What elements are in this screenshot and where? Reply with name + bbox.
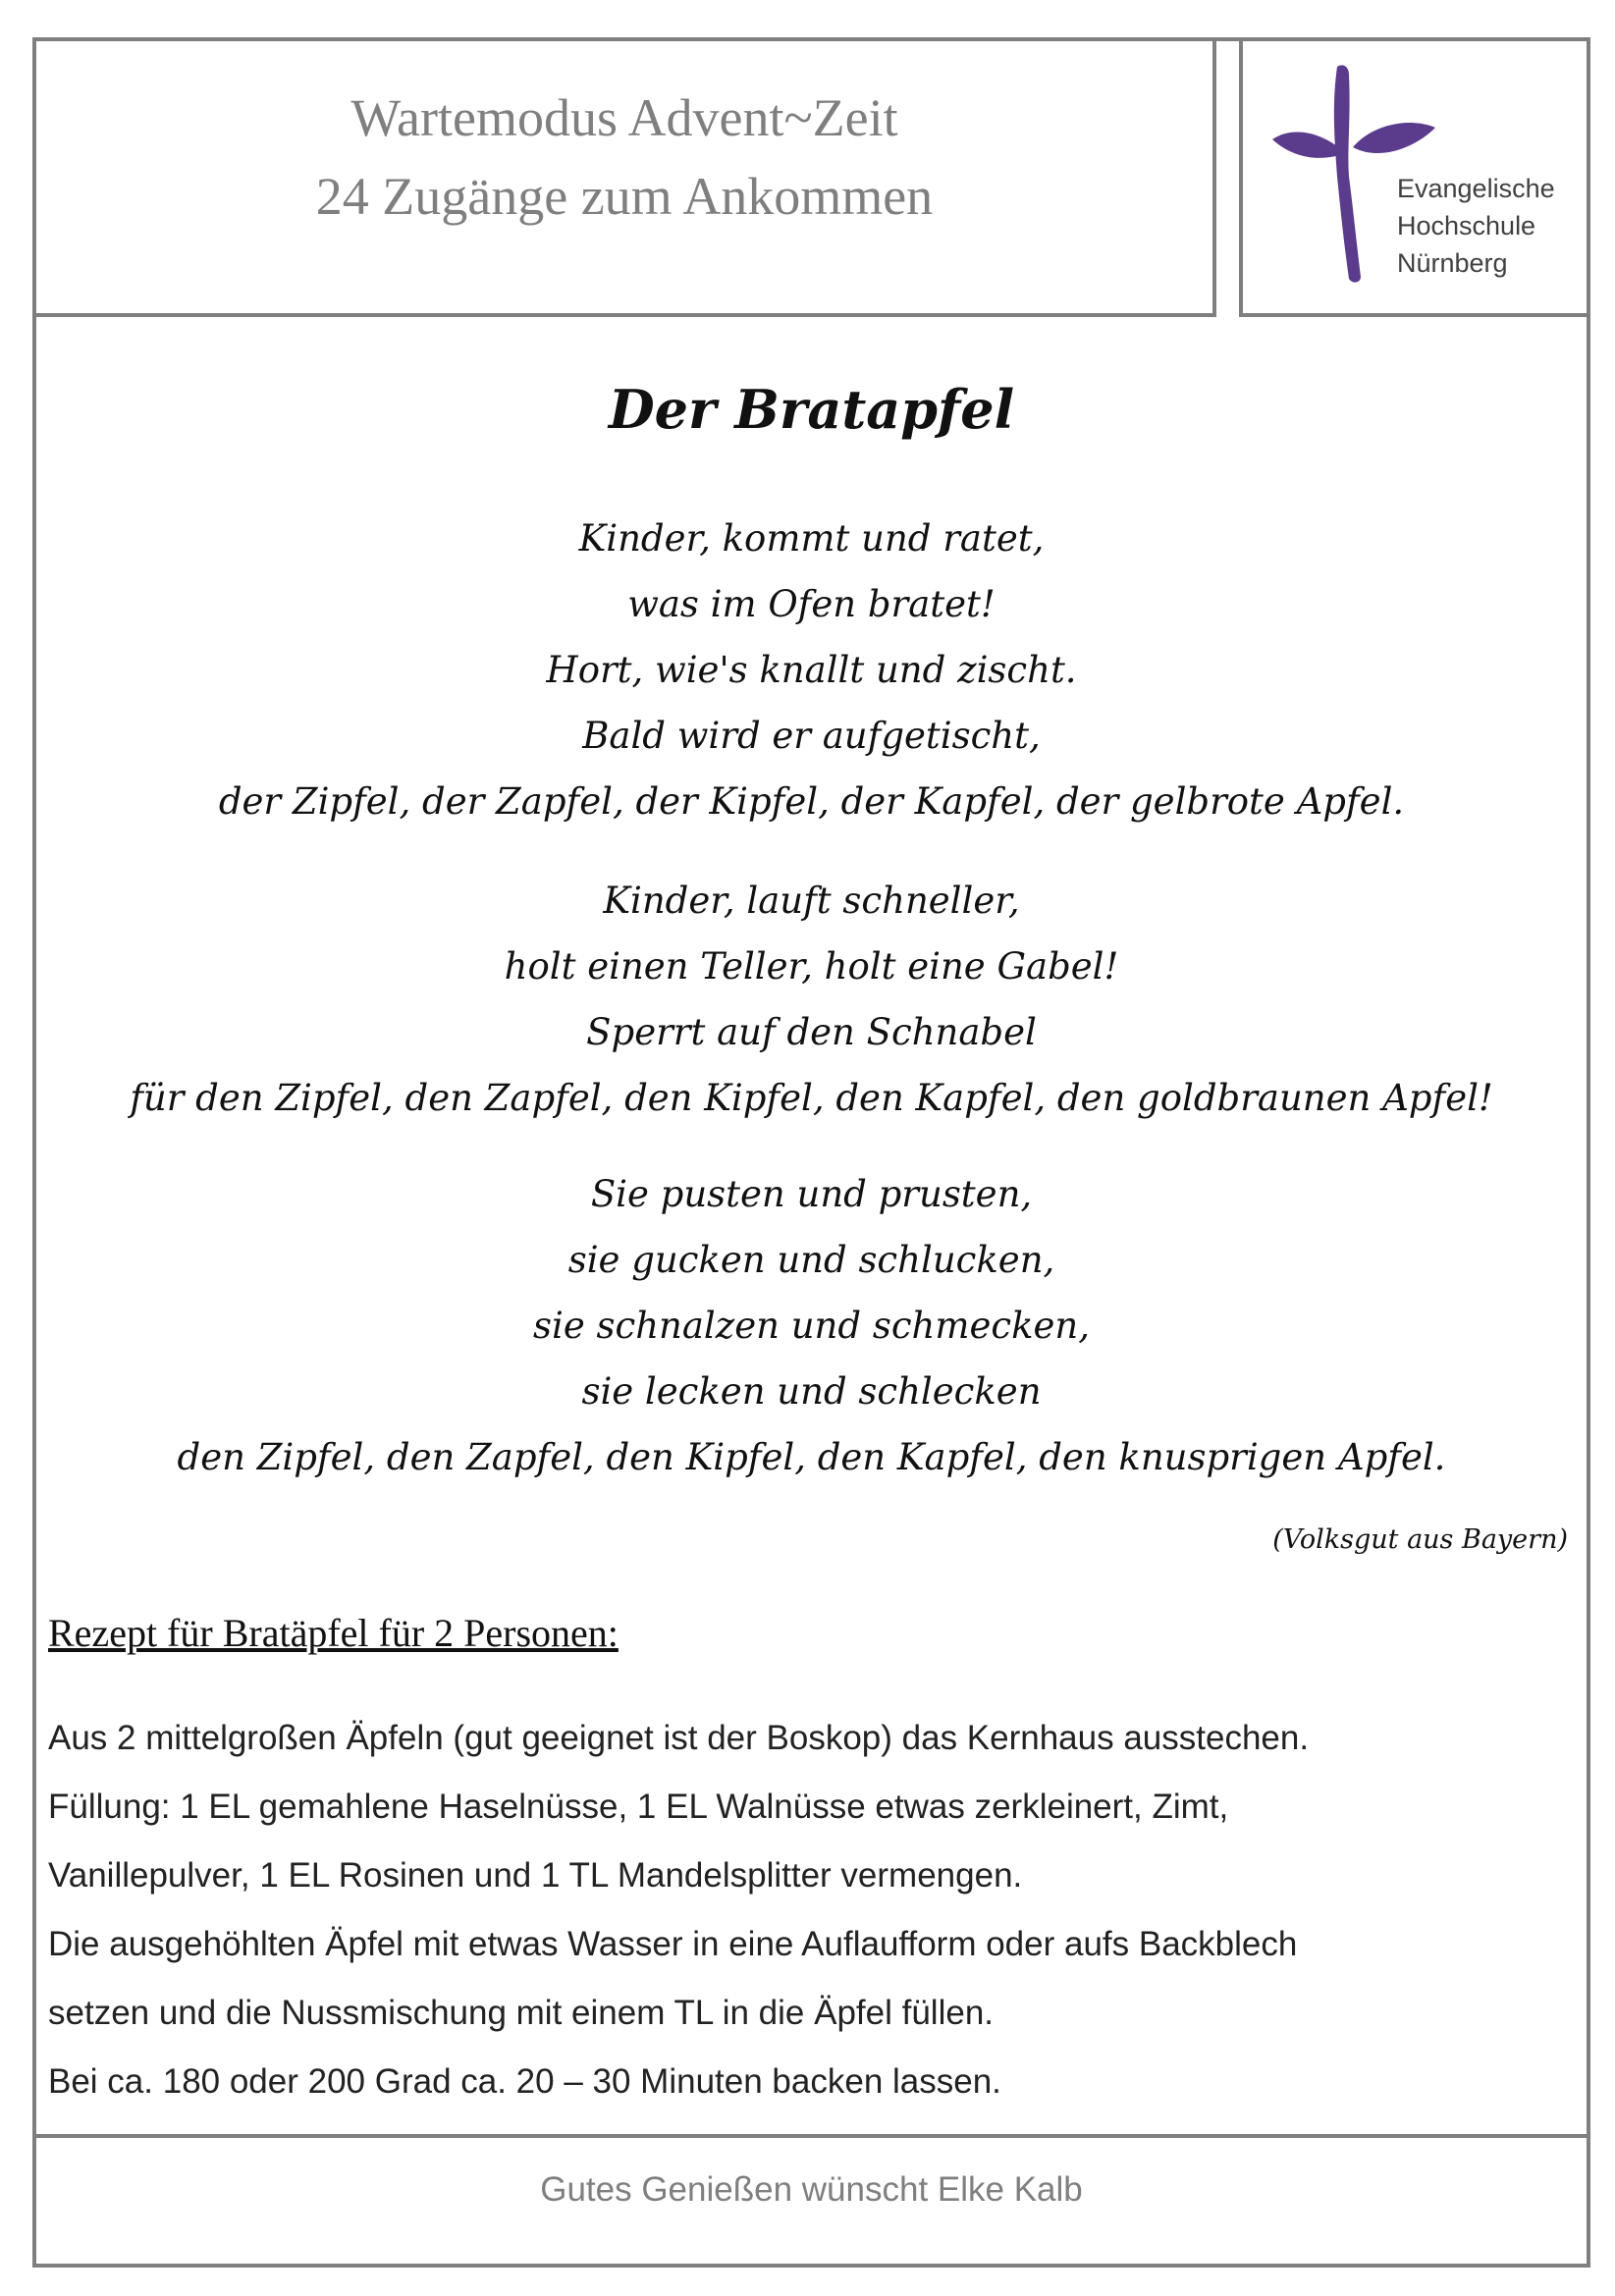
poem-line: was im Ofen bratet! xyxy=(627,583,996,625)
poem-line: Bald wird er aufgetischt, xyxy=(582,715,1041,757)
recipe-line: Die ausgehöhlten Äpfel mit etwas Wasser in eine Auflaufform oder aufs Backblech xyxy=(48,1925,1298,1963)
header-title xyxy=(36,79,1212,236)
recipe-line: Vanillepulver, 1 EL Rosinen und 1 TL Mandelsplitter vermengen. xyxy=(48,1856,1023,1895)
poem-stanza xyxy=(36,506,1587,834)
poem-line: der Zipfel, der Zapfel, der Kipfel, der Kapfel, der gelbrote Apfel. xyxy=(218,780,1405,823)
poem-line: für den Zipfel, den Zapfel, den Kipfel, den Kapfel, den goldbraunen Apfel! xyxy=(130,1077,1493,1119)
recipe-heading: Rezept für Bratäpfel für 2 Personen: xyxy=(48,1611,619,1655)
poem-line: sie gucken und schlucken, xyxy=(567,1239,1055,1281)
poem-line: Kinder, kommt und ratet, xyxy=(578,517,1045,560)
logo-text xyxy=(1397,170,1555,282)
header-title-line: Wartemodus Advent~Zeit xyxy=(350,88,898,147)
recipe-line: Aus 2 mittelgroßen Äpfeln (gut geeignet ist der Boskop) das Kernhaus ausstechen. xyxy=(48,1719,1310,1757)
poem-line: sie lecken und schlecken xyxy=(581,1370,1042,1413)
poem-line: Kinder, lauft schneller, xyxy=(603,880,1020,922)
logo-text-line: Evangelische xyxy=(1397,174,1555,203)
footer-divider xyxy=(32,2134,1590,2138)
header-subtitle-line: 24 Zugänge zum Ankommen xyxy=(315,167,934,226)
poem-line: Hort, wie's knallt und zischt. xyxy=(546,649,1077,691)
poem-attribution: (Volksgut aus Bayern) xyxy=(1272,1524,1568,1555)
poem-line: Sperrt auf den Schnabel xyxy=(586,1011,1037,1053)
poem-line: den Zipfel, den Zapfel, den Kipfel, den Kapfel, den knusprigen Apfel. xyxy=(177,1436,1446,1478)
recipe-line: setzen und die Nussmischung mit einem TL in die Äpfel füllen. xyxy=(48,1994,995,2032)
poem-stanza xyxy=(36,1161,1587,1490)
poem-line: holt einen Teller, holt eine Gabel! xyxy=(504,945,1119,988)
poem-title: Der Bratapfel xyxy=(608,378,1015,441)
recipe-body xyxy=(48,1704,1580,2116)
recipe-line: Füllung: 1 EL gemahlene Haselnüsse, 1 EL Walnüsse etwas zerkleinert, Zimt, xyxy=(48,1788,1229,1826)
logo-text-line: Hochschule xyxy=(1397,211,1536,240)
footer-text: Gutes Genießen wünscht Elke Kalb xyxy=(540,2170,1083,2209)
poem-stanza xyxy=(36,868,1587,1131)
poem-line: sie schnalzen und schmecken, xyxy=(533,1305,1090,1347)
logo-text-line: Nürnberg xyxy=(1397,248,1508,278)
poem-line: Sie pusten und prusten, xyxy=(590,1173,1033,1215)
recipe-line: Bei ca. 180 oder 200 Grad ca. 20 – 30 Minuten backen lassen. xyxy=(48,2062,1001,2101)
